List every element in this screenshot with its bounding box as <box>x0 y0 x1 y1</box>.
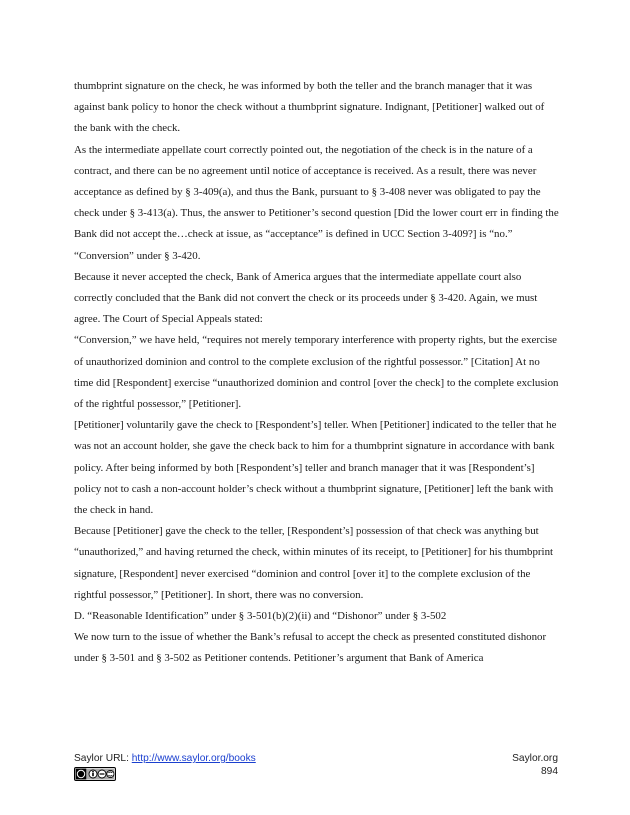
page-footer <box>74 752 558 792</box>
footer-page-info <box>512 752 558 778</box>
section-subheading: “Conversion” under § 3-420. <box>74 249 201 262</box>
section-heading: D. “Reasonable Identification” under § 3-501(b)(2)(ii) and “Dishonor” under § 3-502 <box>74 610 447 623</box>
quoted-paragraph: Because [Petitioner] gave the check to the teller, [Respondent’s] possession of that check was anything but “unauthorized,” and having returned the check, within minutes of its receipt, to [Petitioner] for his thumbprint signature, [Respondent] never exercised “dominion and control [over it] to the complete exclusion of the rightful possessor,” [Petitioner]. In short, there was no conversion. <box>74 525 554 601</box>
footer-site-name: Saylor.org <box>512 753 558 764</box>
creative-commons-by-license-icon <box>74 767 116 781</box>
paragraph: thumbprint signature on the check, he was informed by both the teller and the branch manager that it was against bank policy to honor the check without a thumbprint signature. Indignant, [Petitioner] walked out of the bank with the check. <box>74 80 545 135</box>
paragraph: Because it never accepted the check, Bank of America argues that the intermediate appellate court also correctly concluded that the Bank did not convert the check or its proceeds under § 3-420. Again, we must agree. The Court of Special Appeals stated: <box>74 270 538 326</box>
footer-source <box>74 752 256 765</box>
page-body <box>74 76 560 670</box>
quoted-paragraph: “Conversion,” we have held, “requires not merely temporary interference with property rights, but the exercise of unauthorized dominion and control to the complete exclusion of the rightful possessor.” [Citation] At no time did [Respondent] exercise “unauthorized dominion and control [over the check] to the complete exclusion of the rightful possessor,” [Petitioner]. <box>74 334 559 411</box>
paragraph: We now turn to the issue of whether the Bank’s refusal to accept the check as presented constituted dishonor under § 3-501 and § 3-502 as Petitioner contends. Petitioner’s argument that Bank of America <box>74 631 547 665</box>
quoted-paragraph: [Petitioner] voluntarily gave the check to [Respondent’s] teller. When [Petitioner] indicated to the teller that he was not an account holder, she gave the check back to him for a thumbprint signature in accordance with bank policy. After being informed by both [Respondent’s] teller and branch manager that it was [Respondent’s] policy not to cash a non-account holder’s check without a thumbprint signature, [Petitioner] left the bank with the check in hand. <box>74 419 557 517</box>
paragraph: As the intermediate appellate court correctly pointed out, the negotiation of the check is in the nature of a contract, and there can be no agreement until notice of acceptance is received. As a result, there was never acceptance as defined by § 3-409(a), and thus the Bank, pursuant to § 3-408 never was obligated to pay the check under § 3-413(a). Thus, the answer to Petitioner’s second question [Did the lower court err in finding the Bank did not accept the…check at issue, as “acceptance” is defined in UCC Section 3-409?] is “no.” <box>74 143 559 241</box>
footer-url-link[interactable]: http://www.saylor.org/books <box>131 753 256 764</box>
footer-url-label: Saylor URL: <box>74 753 132 764</box>
page-number: 894 <box>541 766 558 777</box>
